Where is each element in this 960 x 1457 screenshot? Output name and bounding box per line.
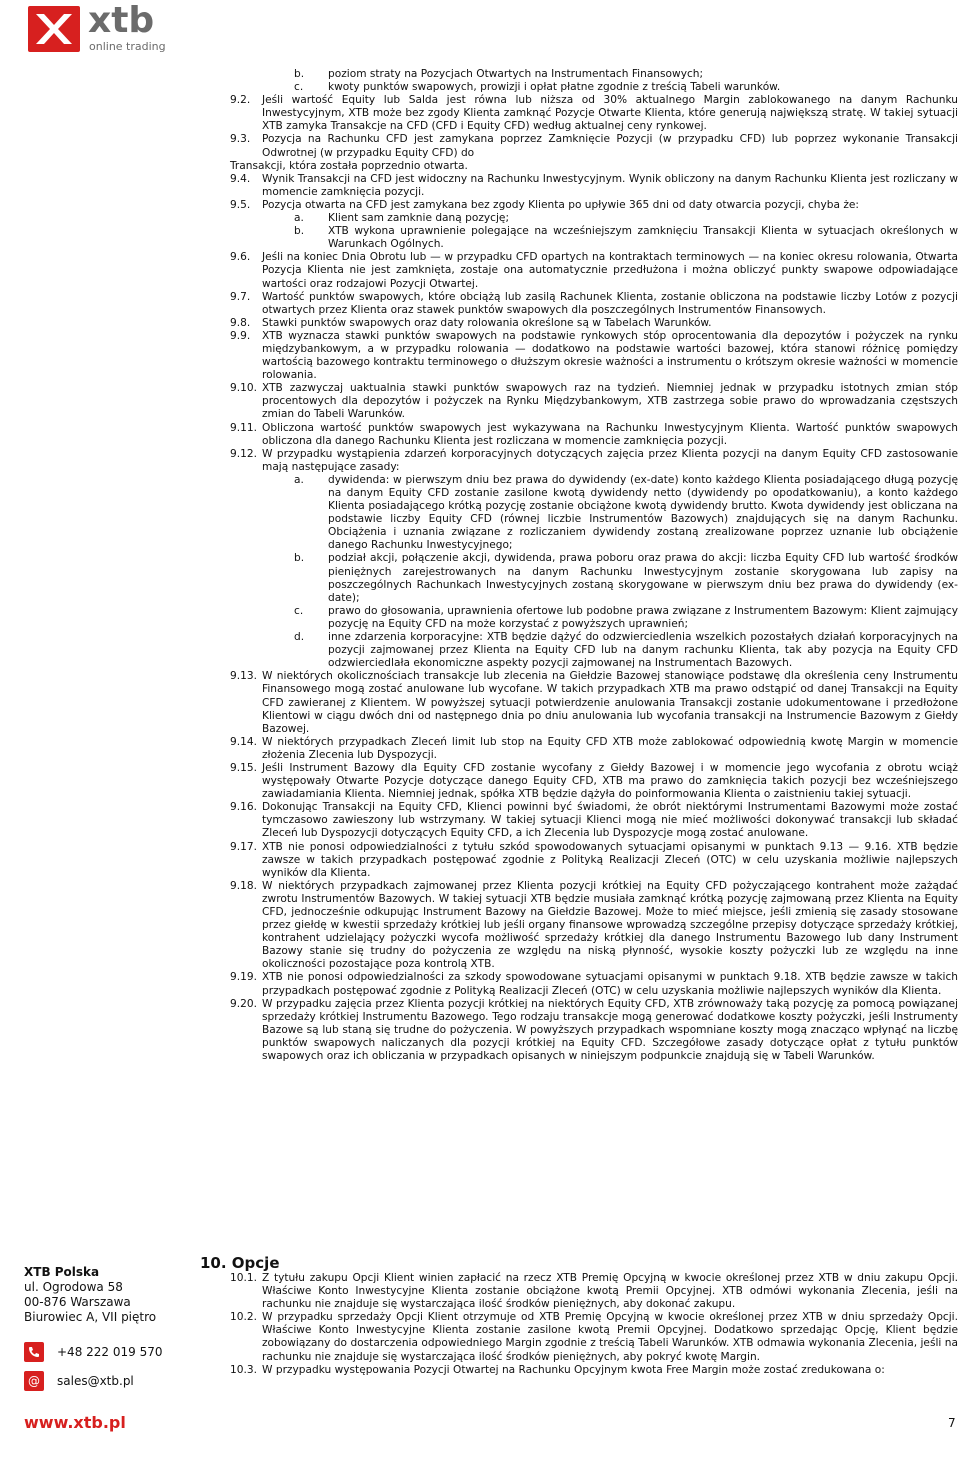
item-number: 9.16.	[230, 801, 257, 814]
list-item	[230, 998, 958, 1063]
item-number: 9.19.	[230, 971, 257, 984]
item-number: 9.20.	[230, 997, 257, 1010]
item-text: Jeśli wartość Equity lub Salda jest równa lub niższa od 30% aktualnego Margin zablokowanego na danym Rachunku Inwestycyjnym, XTB może bez zgody Klienta zamknąć Pozycje Otwarte Klienta, które generują największą stratę. W takiej sytuacji XTB zamyka Transakcje na CFD (CFD i Equity CFD) według aktualnej ceny rynkowej.	[262, 94, 958, 133]
list-item	[230, 1311, 958, 1363]
list-item	[230, 133, 958, 159]
list-item	[230, 199, 958, 212]
list-item	[230, 291, 958, 317]
item-number: d.	[294, 631, 305, 644]
item-text: podział akcji, połączenie akcji, dywidenda, prawa poboru oraz prawa do akcji: liczba Equity CFD lub wartość środków pieniężnych zarejestrowanych na danym Rachunku Inwestycyjnym zostanie skorygowana lub zapisy na poszczególnych Rachunkach Inwestycyjnych zostaną skorygowane w pierwszym dniu bez prawa do dywidendy (ex-date);	[328, 552, 958, 604]
item-text: inne zdarzenia korporacyjne: XTB będzie dążyć do odzwierciedlenia wszelkich pozostałych działań korporacyjnych na pozycji zajmowanej przez Klienta na Equity CFD lub na danym rachunku Klienta, tak aby pozycja na Equity CFD odzwierciedlała ekonomiczne aspekty pozycji zajmowanej na Instrumentach Bazowych.	[328, 631, 958, 670]
logo-wordmark: xtb	[88, 0, 155, 41]
item-number: c.	[294, 604, 304, 617]
list-item	[230, 801, 958, 840]
item-text: W przypadku sprzedaży Opcji Klient otrzymuje od XTB Premię Opcyjną w kwocie określonej przez XTB w dniu sprzedaży Opcji. Właściwe Konto Inwestycyjne Klienta zostanie zasilone kwotą Premii Opcyjnej. Dodatkowo sprzedając Opcję, Klient będzie zobowiązany do dostarczenia odpowiedniego Margin zgodnie z treścią Tabeli Warunków. XTB odmawia wykonania Zlecenia, jeśli na rachunku nie znajduje się wystarczająca ilość środków pieniężnych, aby pokryć kwotę Margin.	[262, 1311, 958, 1363]
item-number: 9.9.	[230, 329, 251, 342]
item-text: XTB nie ponosi odpowiedzialności z tytułu szkód spowodowanych sytuacjami opisanymi w punktach 9.13 — 9.16. XTB będzie zawsze w takich przypadkach postępować zgodnie z Polityką Realizacji Zleceń (OTC) w celu uzyskania możliwie najlepszych wyników dla Klienta.	[262, 840, 958, 879]
list-item	[230, 971, 958, 997]
item-number: 9.6.	[230, 251, 251, 264]
list-item	[230, 317, 958, 330]
item-text: W przypadku wystąpienia zdarzeń korporacyjnych dotyczących zajęcia przez Klienta pozycji na danym Equity CFD zastosowanie mają następujące zasady:	[262, 447, 958, 473]
item-text: XTB wyznacza stawki punktów swapowych na podstawie rynkowych stóp oprocentowania dla depozytów i pożyczek na rynku międzybankowym, a w przypadku rolowania — dodatkowo na podstawie wartości bazowej, która stanowi różnicę pomiędzy wartością bazowego kontraktu terminowego o dłuższym okresie ważności a instrumentu o krótszym okresie ważności w momencie rolowania.	[262, 329, 958, 382]
item-text: W niektórych przypadkach zajmowanej przez Klienta pozycji krótkiej na Equity CFD pożyczającego kontrahent może zażądać zwrotu Instrumentów Bazowych. W takiej sytuacji XTB będzie musiała zamknąć krótką pozycję zajmowaną przez Klienta na Equity CFD, jednocześnie odkupując Instrument Bazowy na Giełdzie Bazowej. Może to mieć miejsce, jeśli zmienią się zasady stosowane przez giełdę w kwestii sprzedaży krótkiej lub jeśli organy finansowe wprowadzą szczególne przepisy dotyczące sprzedaży krótkiej, kontrahent udzielający pożyczki wycofa możliwość sprzedaży krótkiej dla danego Instrumentu Bazowego lub dany Instrument Bazowy stanie się trudny do pożyczenia ze względu na niską płynność, wysokie koszty pożyczki lub ze względu na inne okoliczności pozostające poza kontrolą XTB.	[262, 879, 958, 971]
address-line: ul. Ogrodowa 58	[24, 1280, 123, 1294]
item-number: 9.3.	[230, 133, 251, 146]
list-subitem	[230, 605, 958, 631]
phone-icon	[24, 1342, 44, 1362]
item-text: Obliczona wartość punktów swapowych jest wykazywana na Rachunku Inwestycyjnym Klienta. Wartość punktów swapowych obliczona dla danego Rachunku Klienta jest rozliczana w momencie zamknięcia pozycji.	[262, 421, 958, 447]
website-link[interactable]: www.xtb.pl	[24, 1413, 126, 1432]
xtb-logo-mark-icon	[28, 6, 80, 52]
item-number: b.	[294, 68, 305, 80]
list-item	[230, 330, 958, 382]
item-number: b.	[294, 552, 305, 565]
item-number: 9.12.	[230, 447, 257, 460]
item-text: Z tytułu zakupu Opcji Klient winien zapłacić na rzecz XTB Premię Opcyjną w kwocie określonej przez XTB w dniu zakupu Opcji. Właściwe Konto Inwestycyjne Klienta zostanie obciążone kwotą Premii Opcyjnej. XTB odmówi wykonania Zlecenia, jeśli na rachunku nie znajduje się wystarczająca ilość środków pieniężnych, aby dokonać zakupu.	[262, 1272, 958, 1311]
list-item	[230, 448, 958, 474]
list-item	[230, 762, 958, 801]
company-name: XTB Polska	[24, 1265, 100, 1279]
list-subitem	[230, 631, 958, 670]
item-number: b.	[294, 225, 305, 238]
phone-number[interactable]: +48 222 019 570	[57, 1345, 163, 1359]
item-text: kwoty punktów swapowych, prowizji i opłat płatne zgodnie z treścią Tabeli warunków.	[328, 81, 781, 94]
address-line: 00-876 Warszawa	[24, 1295, 131, 1309]
list-item	[230, 1364, 958, 1377]
logo-tagline: online trading	[89, 40, 166, 53]
item-number: 10.2.	[230, 1311, 257, 1324]
item-number: a.	[294, 212, 304, 225]
item-number: 10.3.	[230, 1363, 257, 1376]
list-subitem	[230, 474, 958, 553]
list-item	[230, 382, 958, 421]
document-body	[230, 68, 958, 1063]
item-text: Klient sam zamknie daną pozycję;	[328, 212, 510, 225]
at-sign-icon: @	[24, 1371, 44, 1391]
item-number: c.	[294, 81, 304, 94]
list-subitem	[230, 81, 958, 94]
item-text: Pozycja na Rachunku CFD jest zamykana poprzez Zamknięcie Pozycji (w przypadku CFD) lub poprzez wykonanie Transakcji Odwrotnej (w przypadku Equity CFD) do	[262, 133, 958, 159]
list-item	[230, 670, 958, 735]
list-item	[230, 1272, 958, 1311]
paragraph-continuation: Transakcji, która została poprzednio otwarta.	[230, 159, 468, 172]
list-subitem	[230, 225, 958, 251]
item-text: W przypadku występowania Pozycji Otwartej na Rachunku Opcyjnym kwota Free Margin może zostać zredukowana o:	[262, 1363, 885, 1376]
list-item	[230, 841, 958, 880]
address-line: Biurowiec A, VII piętro	[24, 1310, 157, 1324]
list-subitem	[230, 212, 958, 225]
contact-block	[24, 1265, 184, 1325]
item-number: 9.4.	[230, 172, 251, 185]
item-text: W przypadku zajęcia przez Klienta pozycji krótkiej na niektórych Equity CFD, XTB zrównoważy taką pozycję za pomocą powiązanej sprzedaży krótkiej Instrumentu Bazowego. Tego rodzaju transakcje mogą generować dodatkowe koszty pożyczki, jeśli Instrumenty Bazowe są lub staną się trudne do pożyczenia. W powyższych przypadkach wspomniane koszty mogą znacząco wpłynąć na liczbę punktów swapowych naliczanych dla pozycji krótkiej na Equity CFD. Szczegółowe zasady dotyczące opłat z tytułu punktów swapowych oraz ich obliczania w przypadkach opisanych w niniejszym podpunkcie znajdują się w Tabeli Warunków.	[262, 997, 958, 1063]
section-heading-opcje: 10. Opcje	[200, 1254, 280, 1272]
list-item	[230, 173, 958, 199]
item-text: Stawki punktów swapowych oraz daty rolowania określone są w Tabelach Warunków.	[262, 316, 712, 329]
list-item	[230, 880, 958, 972]
item-text: Jeśli na koniec Dnia Obrotu lub — w przypadku CFD opartych na kontraktach terminowych — na koniec okresu rolowania, Otwarta Pozycja Klienta nie jest zamknięta, zostaje ona automatycznie przedłużona i można obliczyć punkty swapowe odpowiadające wartości oraz rodzajowi Pozycji Otwartej.	[262, 251, 958, 290]
email-address[interactable]: sales@xtb.pl	[57, 1374, 134, 1388]
item-text: Dokonując Transakcji na Equity CFD, Klienci powinni być świadomi, że obrót niektórymi Instrumentami Bazowymi może zostać tymczasowo zawieszony lub wstrzymany. W takiej sytuacji Klienci mogą nie mieć możliwości dokonywać transakcji lub składać Zleceń lub Dyspozycji dotyczących Equity CFD, a ich Zlecenia lub Dyspozycje mogą zostać anulowane.	[262, 801, 958, 840]
item-number: 9.14.	[230, 735, 257, 748]
item-text: Jeśli Instrument Bazowy dla Equity CFD zostanie wycofany z Giełdy Bazowej i w momencie jego wycofania z obrotu wciąż występowały Otwarte Pozycje dotyczące danego Equity CFD, XTB ma prawo do zamknięcia takich pozycji bez wcześniejszego zawiadamiania Klienta. Niemniej jednak, spółka XTB będzie dążyła do poinformowania Klienta o zaistnieniu takiej sytuacji.	[262, 761, 958, 801]
item-text: poziom straty na Pozycjach Otwartych na Instrumentach Finansowych;	[328, 68, 704, 80]
item-text: XTB nie ponosi odpowiedzialności za szkody spowodowane sytuacjami opisanymi w punktach 9.18. XTB będzie zawsze w takich przypadkach postępować zgodnie z Polityką Realizacji Zleceń (OTC) w celu uzyskania możliwie najlepszych wyników dla Klienta.	[262, 971, 958, 997]
item-number: 9.18.	[230, 879, 257, 892]
section-10-body	[230, 1272, 958, 1377]
item-text: dywidenda: w pierwszym dniu bez prawa do dywidendy (ex-date) konto każdego Klienta posiadającego długą pozycję na danym Equity CFD zostanie zasilone kwotą dywidendy netto (dywidendy po opodatkowaniu), a konto każdego Klienta posiadającego krótką pozycję zostanie obciążone kwotą dywidendy brutto. Kwota dywidendy jest obliczana na podstawie liczby Equity CFD (równej liczbie Instrumentów Bazowych) znajdujących się na danym Rachunku. Obciążenia i uznania związane z rozliczaniem dywidendy zostaną zrealizowane poprzez uznanie lub obciążenie danego Rachunku Inwestycyjnego;	[328, 473, 958, 552]
list-item	[230, 422, 958, 448]
item-number: 9.7.	[230, 290, 251, 303]
item-number: 9.17.	[230, 840, 257, 853]
phone-row	[24, 1342, 162, 1362]
item-text: Wartość punktów swapowych, które obciążą lub zasilą Rachunek Klienta, zostanie obliczona na podstawie liczby Lotów z pozycji otwartych przez Klienta oraz stawek punktów swapowych dla poszczególnych Instrumentów Finansowych.	[262, 290, 958, 316]
item-text: W niektórych przypadkach Zleceń limit lub stop na Equity CFD XTB może zablokować odpowiednią kwotę Margin w momencie złożenia Zlecenia lub Dyspozycji.	[262, 735, 958, 761]
item-number: 9.15.	[230, 761, 257, 774]
list-subitem	[230, 68, 958, 81]
item-number: 10.1.	[230, 1272, 257, 1284]
item-number: 9.13.	[230, 670, 257, 683]
page-number: 7	[948, 1416, 956, 1430]
xtb-logo	[28, 0, 178, 56]
item-number: 9.2.	[230, 94, 251, 107]
item-text: XTB zazwyczaj uaktualnia stawki punktów swapowych raz na tydzień. Niemniej jednak w przypadku istotnych zmian stóp procentowych dla depozytów i pożyczek na Rynku Międzybankowym, XTB zastrzega sobie prawo do wprowadzania częstszych zmian do Tabeli Warunków.	[262, 382, 958, 421]
list-subitem	[230, 552, 958, 604]
item-text: Wynik Transakcji na CFD jest widoczny na Rachunku Inwestycyjnym. Wynik obliczony na danym Rachunku Klienta jest rozliczany w momencie zamknięcia pozycji.	[262, 172, 958, 198]
list-item	[230, 94, 958, 133]
item-text: XTB wykona uprawnienie polegające na wcześniejszym zamknięciu Transakcji Klienta w sytuacjach określonych w Warunkach Ogólnych.	[328, 225, 958, 251]
item-number: 9.8.	[230, 316, 251, 329]
list-item	[230, 251, 958, 290]
email-row	[24, 1371, 134, 1391]
item-number: a.	[294, 473, 304, 486]
item-text: Pozycja otwarta na CFD jest zamykana bez zgody Klienta po upływie 365 dni od daty otwarcia pozycji, chyba że:	[262, 198, 859, 211]
item-number: 9.11.	[230, 421, 257, 434]
item-number: 9.5.	[230, 198, 251, 211]
item-text: W niektórych okolicznościach transakcje lub zlecenia na Giełdzie Bazowej stanowiące podstawę dla określenia ceny Instrumentu Finansowego mogą zostać anulowane lub wycofane. W takich przypadkach XTB ma prawo odstąpić od danej Transakcji na Equity CFD zawieranej z Klientem. W powyższej sytuacji potwierdzenie anulowania Transakcji zostanie udokumentowane i przedłożone Klientowi w ciągu dwóch dni od następnego dnia po dniu anulowania lub wycofania transakcji na Instrumencie Bazowym z Giełdy Bazowej.	[262, 670, 958, 735]
item-text: prawo do głosowania, uprawnienia ofertowe lub podobne prawa związane z Instrumentem Bazowym: Klient zajmujący pozycję na Equity CFD na może korzystać z powyższych uprawnień;	[328, 604, 958, 630]
item-number: 9.10.	[230, 382, 257, 395]
list-item	[230, 736, 958, 762]
